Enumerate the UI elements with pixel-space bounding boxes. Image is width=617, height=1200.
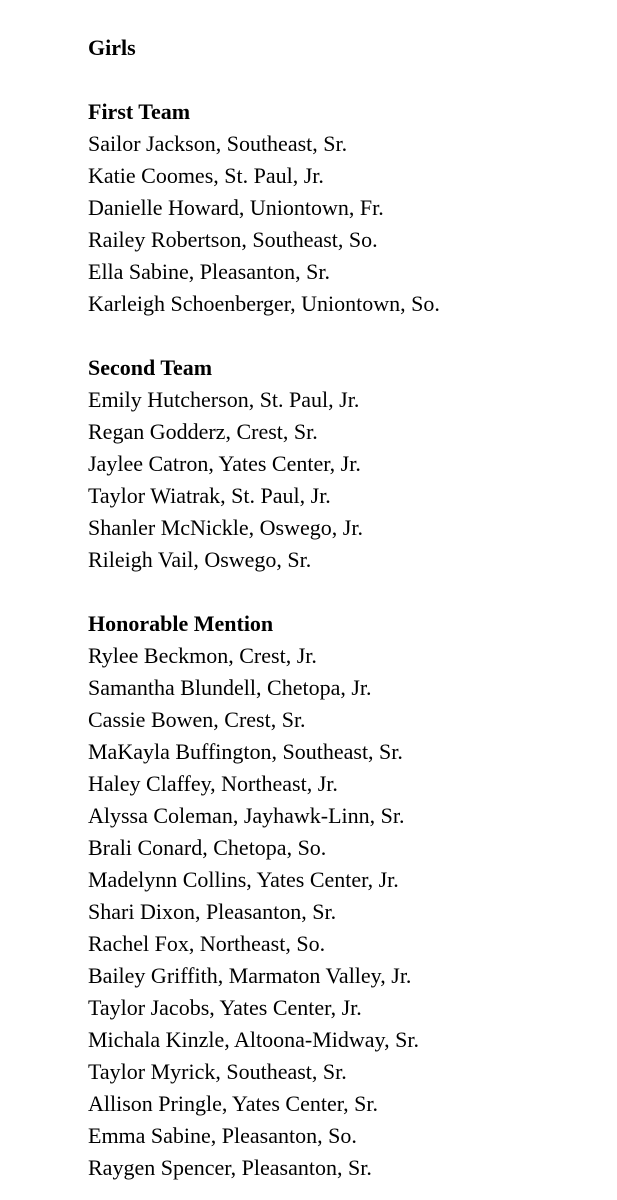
player-entry: Alyssa Coleman, Jayhawk-Linn, Sr. (88, 803, 405, 828)
player-entry: Raygen Spencer, Pleasanton, Sr. (88, 1155, 372, 1180)
player-entry: Jaylee Catron, Yates Center, Jr. (88, 451, 361, 476)
player-entry: Emma Sabine, Pleasanton, So. (88, 1123, 357, 1148)
section-heading: Honorable Mention (88, 611, 274, 636)
player-entry: Bailey Griffith, Marmaton Valley, Jr. (88, 963, 412, 988)
player-list (88, 640, 608, 1184)
section-honorable-mention (88, 608, 608, 1184)
player-entry: Regan Godderz, Crest, Sr. (88, 419, 318, 444)
player-entry: Shari Dixon, Pleasanton, Sr. (88, 899, 337, 924)
player-entry: Samantha Blundell, Chetopa, Jr. (88, 675, 372, 700)
player-entry: Ella Sabine, Pleasanton, Sr. (88, 259, 330, 284)
player-entry: Brali Conard, Chetopa, So. (88, 835, 327, 860)
player-entry: Shanler McNickle, Oswego, Jr. (88, 515, 363, 540)
player-entry: Cassie Bowen, Crest, Sr. (88, 707, 306, 732)
player-list (88, 384, 608, 576)
player-entry: Rachel Fox, Northeast, So. (88, 931, 326, 956)
player-entry: Katie Coomes, St. Paul, Jr. (88, 163, 324, 188)
player-entry: Emily Hutcherson, St. Paul, Jr. (88, 387, 360, 412)
all-league-document (88, 32, 608, 1184)
section-heading: Second Team (88, 355, 213, 380)
player-entry: Karleigh Schoenberger, Uniontown, So. (88, 291, 440, 316)
player-entry: Taylor Myrick, Southeast, Sr. (88, 1059, 347, 1084)
player-entry: Rileigh Vail, Oswego, Sr. (88, 547, 312, 572)
section-heading: First Team (88, 99, 191, 124)
player-entry: Haley Claffey, Northeast, Jr. (88, 771, 338, 796)
player-entry: Rylee Beckmon, Crest, Jr. (88, 643, 317, 668)
player-entry: Taylor Wiatrak, St. Paul, Jr. (88, 483, 331, 508)
player-entry: Sailor Jackson, Southeast, Sr. (88, 131, 348, 156)
player-entry: MaKayla Buffington, Southeast, Sr. (88, 739, 403, 764)
player-entry: Taylor Jacobs, Yates Center, Jr. (88, 995, 362, 1020)
player-entry: Railey Robertson, Southeast, So. (88, 227, 378, 252)
player-list (88, 128, 608, 320)
player-entry: Allison Pringle, Yates Center, Sr. (88, 1091, 379, 1116)
page-title: Girls (88, 35, 136, 60)
section-second-team (88, 352, 608, 576)
player-entry: Michala Kinzle, Altoona-Midway, Sr. (88, 1027, 419, 1052)
player-entry: Danielle Howard, Uniontown, Fr. (88, 195, 384, 220)
player-entry: Madelynn Collins, Yates Center, Jr. (88, 867, 399, 892)
section-first-team (88, 96, 608, 320)
